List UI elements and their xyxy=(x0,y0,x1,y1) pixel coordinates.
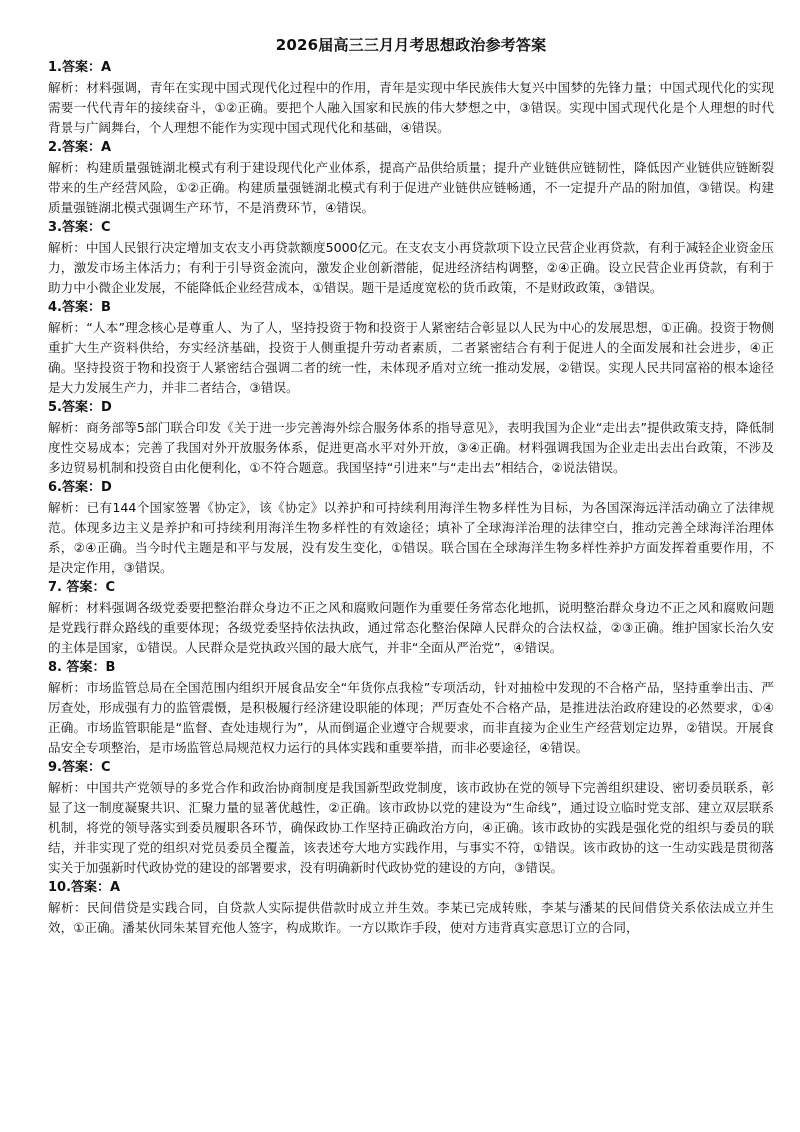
answer-line: 8. 答案：B xyxy=(48,660,116,675)
question-item-5 xyxy=(48,398,774,478)
explanation-text: 解析：商务部等5部门联合印发《关于进一步完善海外综合服务体系的指导意见》，表明我国为企业“走出去”提供政策支持，降低制度性交易成本；完善了我国对外开放服务体系，促进更高水平对外开放，③④正确。材料强调我国为企业走出去出台政策，不涉及多边贸易机制和投资自由化便利化，①不符合题意。我国坚持“引进来”与“走出去”相结合，②说法错误。 xyxy=(48,420,774,475)
answer-line: 6.答案：D xyxy=(48,480,112,495)
question-item-3 xyxy=(48,218,774,298)
answer-line: 3.答案：C xyxy=(48,220,111,235)
question-item-1 xyxy=(48,58,774,138)
explanation-text: 解析：中国人民银行决定增加支农支小再贷款额度5000亿元。在支农支小再贷款项下设立民营企业再贷款，有利于减轻企业资金压力，激发市场主体活力；有利于引导资金流向，激发企业创新潜能，促进经济结构调整，②④正确。设立民营企业再贷款，有利于助力中小微企业发展，不能降低企业经营成本，①错误。题干是适度宽松的货币政策，不是财政政策，③错误。 xyxy=(48,240,774,295)
question-item-2 xyxy=(48,138,774,218)
question-item-8 xyxy=(48,658,774,758)
answer-line: 4.答案：B xyxy=(48,300,111,315)
explanation-text: 解析：材料强调，青年在实现中国式现代化过程中的作用，青年是实现中华民族伟大复兴中国梦的先锋力量；中国式现代化的实现需要一代代青年的接续奋斗，①②正确。要把个人融入国家和民族的伟大梦想之中，③错误。实现中国式现代化是个人理想的时代背景与广阔舞台，个人理想不能作为实现中国式现代化和基础，④错误。 xyxy=(48,80,774,135)
answer-line: 7. 答案：C xyxy=(48,580,116,595)
question-item-7 xyxy=(48,578,774,658)
explanation-text: 解析：已有144个国家签署《协定》，该《协定》以养护和可持续利用海洋生物多样性为目标，为各国深海远洋活动确立了法律规范。体现多边主义是养护和可持续利用海洋生物多样性的有效途径；填补了全球海洋治理的法律空白，推动完善全球海洋治理体系，②④正确。当今时代主题是和平与发展，没有发生变化，①错误。联合国在全球海洋生物多样性养护方面发挥着重要作用，不是决定作用，③错误。 xyxy=(48,500,774,575)
explanation-text: 解析：中国共产党领导的多党合作和政治协商制度是我国新型政党制度，该市政协在党的领导下完善组织建设、密切委员联系，彰显了这一制度凝聚共识、汇聚力量的显著优越性，②正确。该市政协以党的建设为“生命线”，通过设立临时党支部、建立双层联系机制，将党的领导落实到委员履职各环节，确保政协工作坚持正确政治方向，④正确。该市政协的实践是强化党的组织与委员的联结，并非实现了党的组织对党员委员全覆盖，该表述夸大地方实践作用，与事实不符，①错误。该市政协的这一生动实践是贯彻落实关于加强新时代政协党的建设的部署要求，没有明确新时代政协党的建设的方向，③错误。 xyxy=(48,780,774,875)
answer-line: 9.答案：C xyxy=(48,760,111,775)
answer-line: 2.答案：A xyxy=(48,140,112,155)
question-item-6 xyxy=(48,478,774,578)
question-item-10 xyxy=(48,878,774,938)
explanation-text: 解析：构建质量强链湖北模式有利于建设现代化产业体系，提高产品供给质量；提升产业链供应链韧性，降低因产业链供应链断裂带来的生产经营风险，①②正确。构建质量强链湖北模式有利于促进产业链供应链畅通，不一定提升产品的附加值，③错误。构建质量强链湖北模式强调生产环节，不是消费环节，④错误。 xyxy=(48,160,774,215)
question-item-9 xyxy=(48,758,774,878)
explanation-text: 解析：市场监管总局在全国范围内组织开展食品安全“年货你点我检”专项活动，针对抽检中发现的不合格产品，坚持重拳出击、严厉查处，形成强有力的监管震慑，是积极履行经济建设职能的体现；严厉查处不合格产品，是推进法治政府建设的必然要求，①④正确。市场监管职能是“监督、查处违规行为”，从而倒逼企业遵守合规要求，而非直接为企业生产经营划定边界，②错误。开展食品安全专项整治，是市场监管总局规范权力运行的具体实践和重要举措，而非必要途径，④错误。 xyxy=(48,680,774,755)
answer-line: 1.答案：A xyxy=(48,60,112,75)
answer-line: 10.答案：A xyxy=(48,880,121,895)
explanation-text: 解析：民间借贷是实践合同，自贷款人实际提供借款时成立并生效。李某已完成转账，李某与潘某的民间借贷关系依法成立并生效，①正确。潘某伙同朱某冒充他人签字，构成欺诈。一方以欺诈手段，使对方违背真实意思订立的合同， xyxy=(48,900,774,935)
explanation-text: 解析：“人本”理念核心是尊重人、为了人，坚持投资于物和投资于人紧密结合彰显以人民为中心的发展思想，①正确。投资于物侧重扩大生产资料供给，夯实经济基础，投资于人侧重提升劳动者素质，二者紧密结合有利于促进人的全面发展和社会进步，④正确。坚持投资于物和投资于人紧密结合强调二者的统一性，未体现矛盾对立统一推动发展，②错误。实现人民共同富裕的根本途径是大力发展生产力，并非二者结合，③错误。 xyxy=(48,320,774,395)
answer-line: 5.答案：D xyxy=(48,400,112,415)
page-title: 2026届高三三月月考思想政治参考答案 xyxy=(275,36,547,54)
question-item-4 xyxy=(48,298,774,398)
explanation-text: 解析：材料强调各级党委要把整治群众身边不正之风和腐败问题作为重要任务常态化地抓，说明整治群众身边不正之风和腐败问题是党践行群众路线的重要体现；各级党委坚持依法执政，通过常态化整治保障人民群众的合法权益，②③正确。维护国家长治久安的主体是国家，①错误。人民群众是党执政兴国的最大底气，并非“全面从严治党”，④错误。 xyxy=(48,600,774,655)
